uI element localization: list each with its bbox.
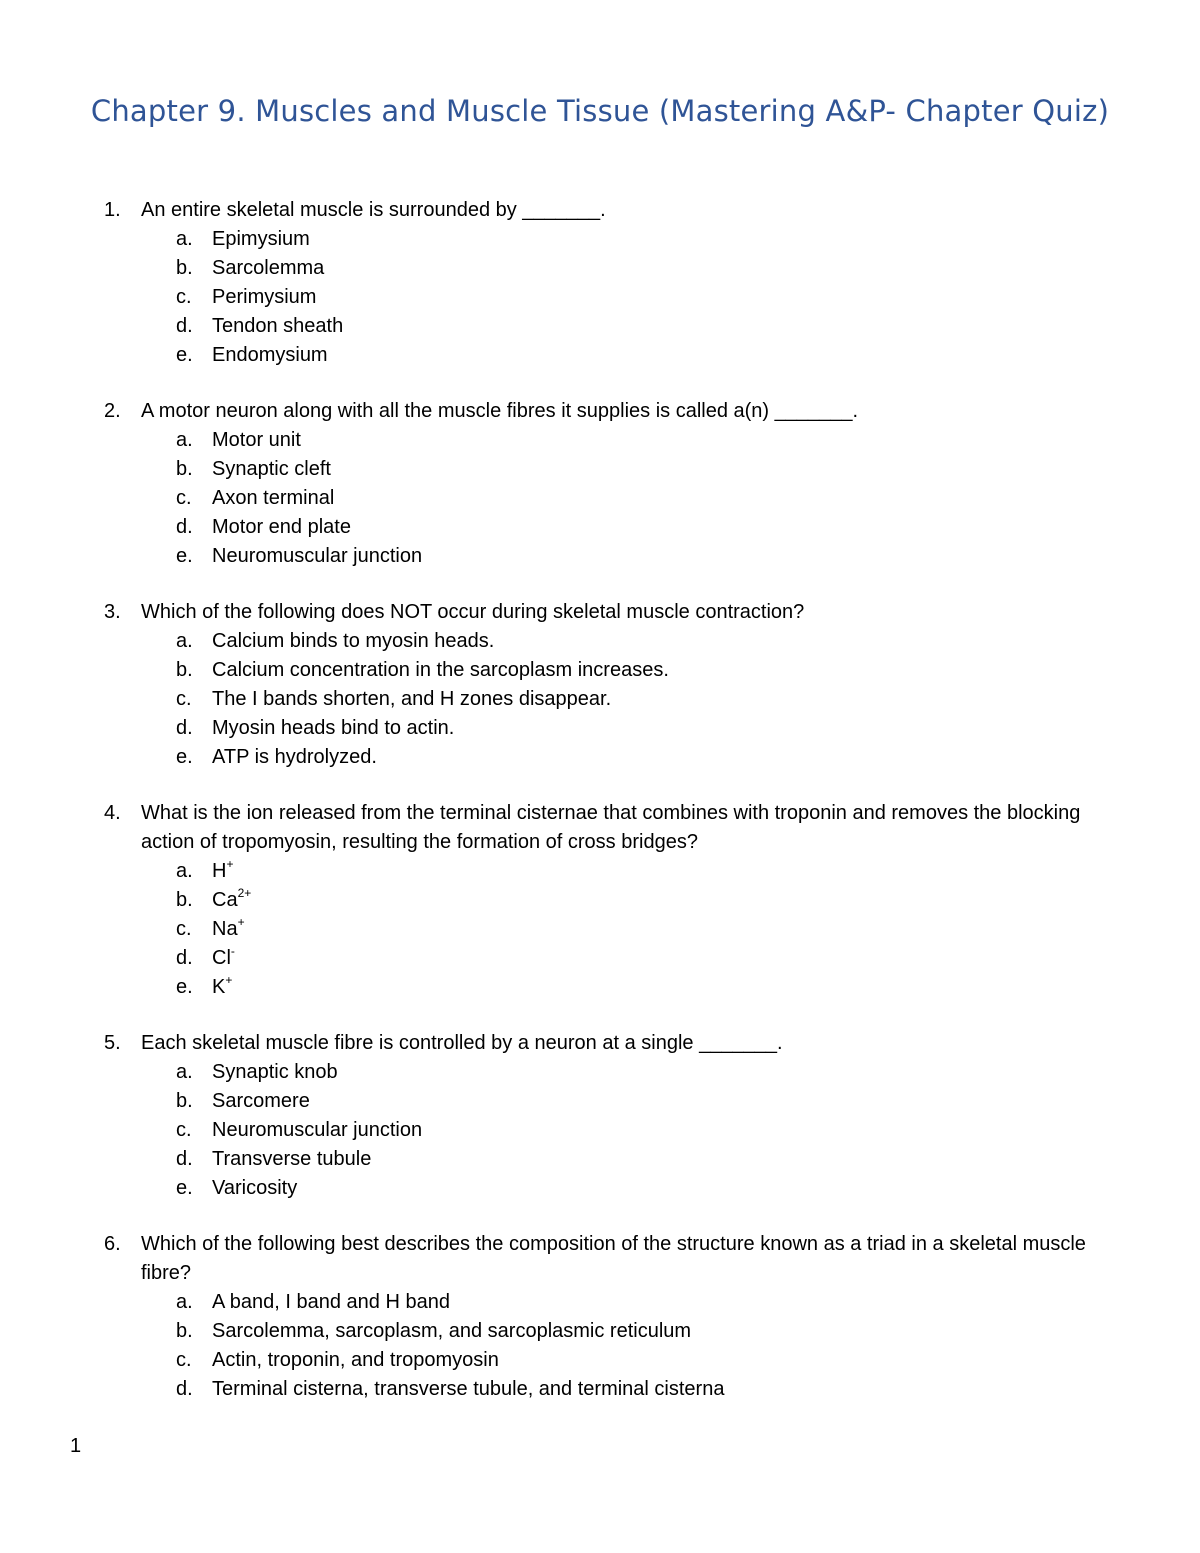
ion-charge-superscript: -	[230, 944, 235, 958]
question-text: Which of the following does NOT occur during skeletal muscle contraction?	[141, 601, 805, 623]
option-label: Actin, troponin, and tropomyosin	[212, 1349, 499, 1371]
option-text	[212, 714, 454, 743]
answer-options	[0, 627, 1200, 772]
option-letter: d.	[176, 717, 193, 739]
question-number: 4.	[104, 802, 121, 824]
option-letter: e.	[176, 976, 193, 998]
option-text	[212, 1346, 499, 1375]
answer-option	[0, 254, 1200, 283]
question-text: A motor neuron along with all the muscle fibres it supplies is called a(n) _______.	[141, 400, 859, 422]
answer-option	[0, 341, 1200, 370]
option-text	[212, 1174, 297, 1203]
option-letter: d.	[176, 315, 193, 337]
option-label: Epimysium	[212, 228, 310, 250]
page-title: Chapter 9. Muscles and Muscle Tissue (Mastering A&P- Chapter Quiz)	[90, 94, 1110, 128]
option-letter: c.	[176, 487, 192, 509]
answer-option	[0, 1058, 1200, 1087]
option-label: Endomysium	[212, 344, 328, 366]
option-text	[212, 1116, 422, 1145]
question-number: 6.	[104, 1233, 121, 1255]
answer-option	[0, 225, 1200, 254]
question-text: Each skeletal muscle fibre is controlled by a neuron at a single _______.	[141, 1032, 783, 1054]
option-letter: b.	[176, 889, 193, 911]
option-label: Myosin heads bind to actin.	[212, 717, 455, 739]
page-number: 1	[70, 1435, 82, 1457]
answer-option	[0, 656, 1200, 685]
option-text	[212, 254, 324, 283]
answer-option	[0, 714, 1200, 743]
option-letter: e.	[176, 344, 193, 366]
option-label: Sarcolemma	[212, 257, 325, 279]
option-text	[212, 944, 235, 973]
option-letter: c.	[176, 286, 192, 308]
option-text	[212, 1145, 371, 1174]
answer-option	[0, 1346, 1200, 1375]
answer-option	[0, 1288, 1200, 1317]
option-text	[212, 1375, 724, 1404]
option-text	[212, 513, 351, 542]
answer-option	[0, 1174, 1200, 1203]
option-letter: d.	[176, 516, 193, 538]
option-label: Terminal cisterna, transverse tubule, and terminal cisterna	[212, 1378, 725, 1400]
option-text	[212, 685, 611, 714]
answer-option	[0, 627, 1200, 656]
question-list	[0, 196, 1200, 1431]
option-text	[212, 542, 422, 571]
option-label: K	[212, 976, 226, 998]
answer-option	[0, 685, 1200, 714]
answer-options	[0, 1288, 1200, 1404]
option-label: Sarcomere	[212, 1090, 310, 1112]
option-text	[212, 1288, 450, 1317]
answer-option	[0, 455, 1200, 484]
answer-options	[0, 857, 1200, 1002]
option-label: Axon terminal	[212, 487, 335, 509]
option-label: Tendon sheath	[212, 315, 344, 337]
question-number: 2.	[104, 400, 121, 422]
question-text: What is the ion released from the terminal cisternae that combines with troponin and removes the blocking action of tropomyosin, resulting the formation of cross bridges?	[141, 802, 1081, 853]
option-letter: c.	[176, 1349, 192, 1371]
option-text	[212, 886, 251, 915]
answer-option	[0, 1087, 1200, 1116]
option-label: Motor end plate	[212, 516, 351, 538]
answer-option	[0, 513, 1200, 542]
option-letter: e.	[176, 1177, 193, 1199]
option-label: Ca	[212, 889, 238, 911]
ion-charge-superscript: +	[225, 973, 233, 987]
option-label: ATP is hydrolyzed.	[212, 746, 377, 768]
question-text: Which of the following best describes the composition of the structure known as a triad in a skeletal muscle fibre?	[141, 1233, 1086, 1284]
answer-options	[0, 426, 1200, 571]
question-number: 1.	[104, 199, 121, 221]
option-text	[212, 656, 669, 685]
option-label: The I bands shorten, and H zones disappear.	[212, 688, 612, 710]
answer-option	[0, 973, 1200, 1002]
option-letter: e.	[176, 746, 193, 768]
option-text	[212, 627, 494, 656]
answer-option	[0, 743, 1200, 772]
option-label: Neuromuscular junction	[212, 545, 423, 567]
option-label: Transverse tubule	[212, 1148, 372, 1170]
option-letter: a.	[176, 1061, 193, 1083]
answer-option	[0, 1116, 1200, 1145]
option-label: Synaptic cleft	[212, 458, 331, 480]
answer-option	[0, 484, 1200, 513]
option-letter: a.	[176, 860, 193, 882]
option-label: Cl	[212, 947, 231, 969]
option-text	[212, 1087, 310, 1116]
option-text	[212, 426, 301, 455]
answer-option	[0, 542, 1200, 571]
answer-option	[0, 312, 1200, 341]
answer-option	[0, 944, 1200, 973]
option-text	[212, 973, 232, 1002]
question-item	[0, 1029, 1200, 1203]
ion-charge-superscript: +	[237, 915, 245, 929]
option-letter: d.	[176, 947, 193, 969]
option-text	[212, 915, 245, 944]
option-letter: b.	[176, 458, 193, 480]
option-label: Na	[212, 918, 238, 940]
answer-option	[0, 1145, 1200, 1174]
option-letter: a.	[176, 429, 193, 451]
option-label: Perimysium	[212, 286, 317, 308]
option-letter: a.	[176, 228, 193, 250]
option-text	[212, 312, 343, 341]
option-label: Synaptic knob	[212, 1061, 338, 1083]
option-label: H	[212, 860, 227, 882]
answer-options	[0, 1058, 1200, 1203]
option-label: Calcium binds to myosin heads.	[212, 630, 495, 652]
question-number: 5.	[104, 1032, 121, 1054]
option-letter: a.	[176, 1291, 193, 1313]
option-label: Motor unit	[212, 429, 301, 451]
option-letter: b.	[176, 257, 193, 279]
question-number: 3.	[104, 601, 121, 623]
option-letter: c.	[176, 918, 192, 940]
option-letter: b.	[176, 1320, 193, 1342]
question-item	[0, 397, 1200, 571]
option-text	[212, 1317, 691, 1346]
answer-option	[0, 283, 1200, 312]
option-text	[212, 455, 331, 484]
option-label: Neuromuscular junction	[212, 1119, 423, 1141]
option-letter: a.	[176, 630, 193, 652]
answer-option	[0, 426, 1200, 455]
option-letter: d.	[176, 1148, 193, 1170]
option-letter: b.	[176, 659, 193, 681]
question-item	[0, 1230, 1200, 1404]
answer-option	[0, 1317, 1200, 1346]
ion-charge-superscript: +	[226, 857, 234, 871]
option-text	[212, 1058, 338, 1087]
option-label: Calcium concentration in the sarcoplasm increases.	[212, 659, 669, 681]
option-text	[212, 857, 233, 886]
option-label: A band, I band and H band	[212, 1291, 450, 1313]
option-text	[212, 283, 316, 312]
ion-charge-superscript: 2+	[237, 886, 252, 900]
answer-options	[0, 225, 1200, 370]
answer-option	[0, 1375, 1200, 1404]
option-text	[212, 484, 334, 513]
option-letter: d.	[176, 1378, 193, 1400]
question-item	[0, 196, 1200, 370]
question-text: An entire skeletal muscle is surrounded by _______.	[141, 199, 606, 221]
answer-option	[0, 857, 1200, 886]
option-text	[212, 743, 377, 772]
answer-option	[0, 915, 1200, 944]
option-label: Sarcolemma, sarcoplasm, and sarcoplasmic reticulum	[212, 1320, 692, 1342]
option-letter: e.	[176, 545, 193, 567]
option-label: Varicosity	[212, 1177, 298, 1199]
question-item	[0, 598, 1200, 772]
question-item	[0, 799, 1200, 1002]
answer-option	[0, 886, 1200, 915]
option-text	[212, 225, 310, 254]
option-letter: c.	[176, 688, 192, 710]
option-letter: c.	[176, 1119, 192, 1141]
option-text	[212, 341, 328, 370]
option-letter: b.	[176, 1090, 193, 1112]
